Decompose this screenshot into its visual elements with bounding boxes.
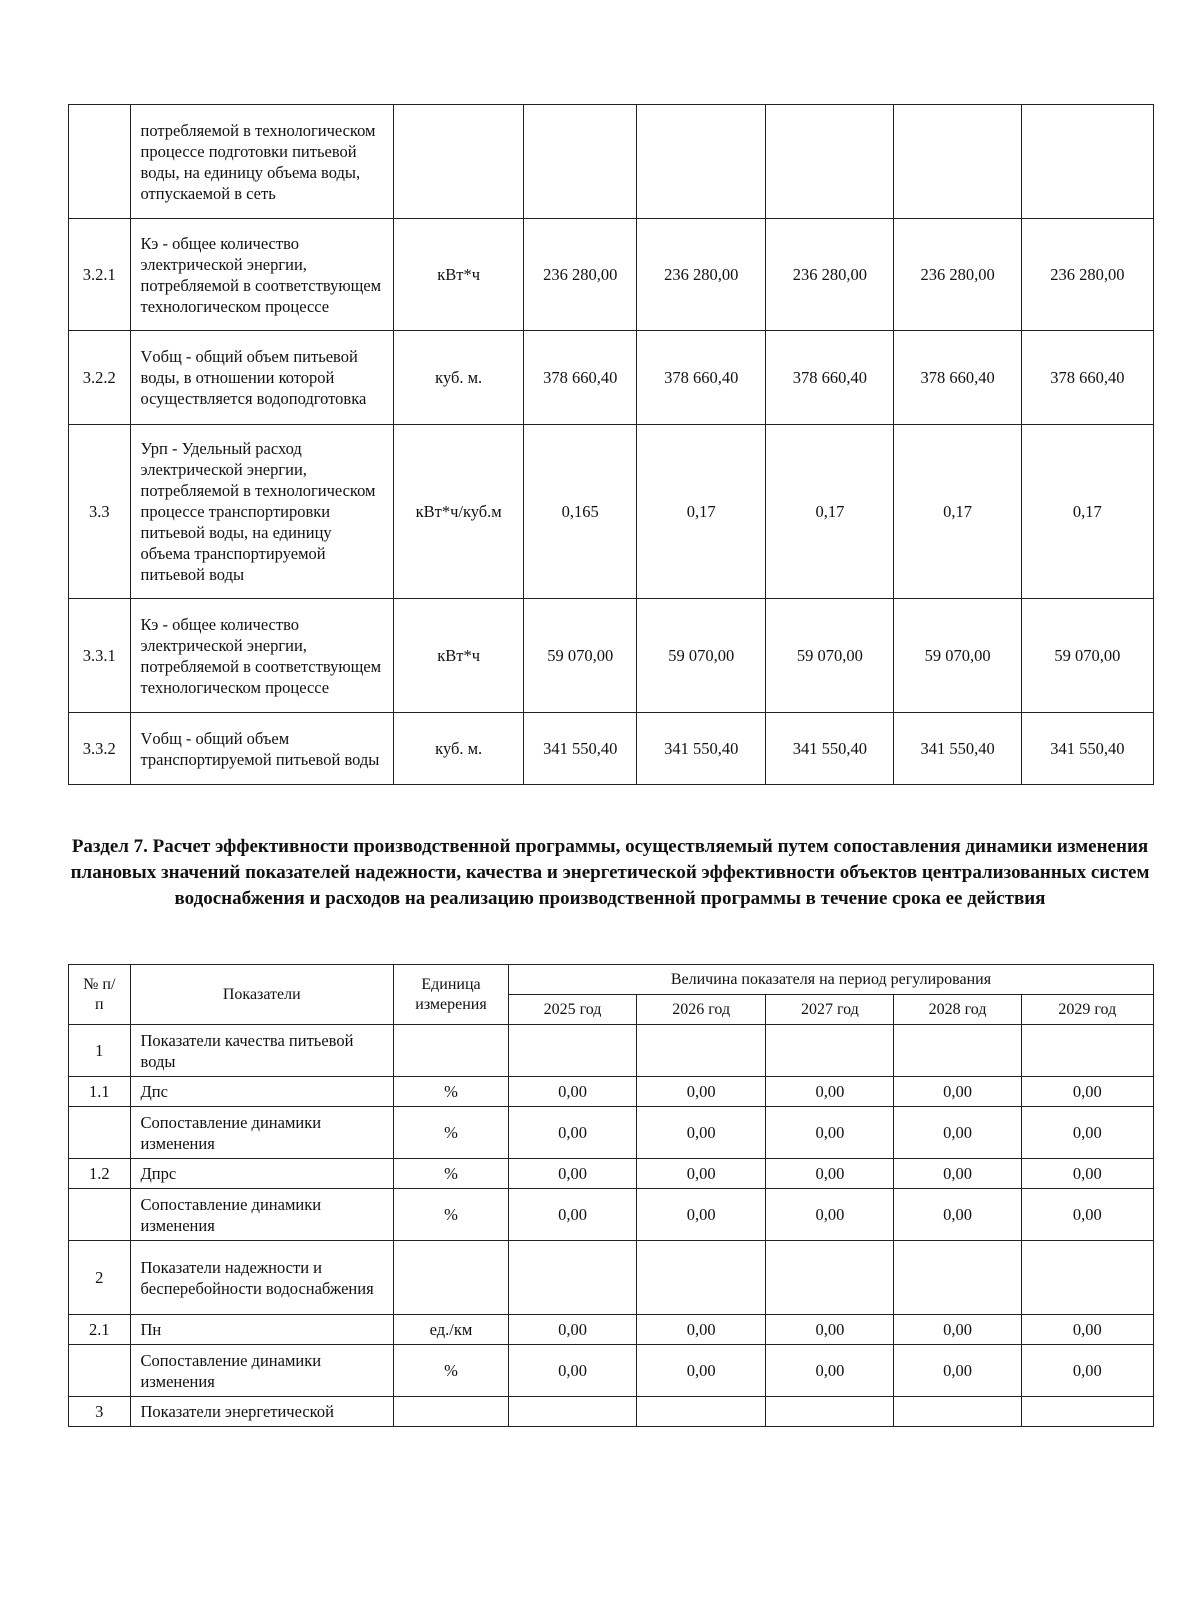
row-value [637, 1397, 766, 1427]
table-row [69, 1241, 1154, 1315]
row-unit: % [394, 1189, 509, 1241]
header-unit: Единица измерения [394, 965, 509, 1025]
row-description: Дпрс [130, 1159, 394, 1189]
row-value: 341 550,40 [637, 713, 766, 785]
row-unit: кВт*ч [394, 219, 524, 331]
row-unit: куб. м. [394, 331, 524, 425]
row-unit: ед./км [394, 1315, 509, 1345]
row-value: 59 070,00 [637, 599, 766, 713]
row-value [1021, 1241, 1153, 1315]
table-row [69, 331, 1154, 425]
row-value: 0,00 [508, 1315, 636, 1345]
row-value: 0,17 [766, 425, 894, 599]
table-row [69, 105, 1154, 219]
row-value [637, 1241, 766, 1315]
row-value: 0,00 [766, 1077, 894, 1107]
row-value: 0,00 [1021, 1077, 1153, 1107]
row-value: 0,00 [894, 1315, 1021, 1345]
row-number [69, 1189, 131, 1241]
row-value [894, 1241, 1021, 1315]
table-row [69, 1397, 1154, 1427]
row-value: 0,00 [1021, 1107, 1153, 1159]
row-number: 3 [69, 1397, 131, 1427]
row-value: 0,17 [637, 425, 766, 599]
row-value: 0,165 [524, 425, 637, 599]
row-value [508, 1241, 636, 1315]
row-value: 0,17 [894, 425, 1021, 599]
row-value: 378 660,40 [524, 331, 637, 425]
row-value [508, 1025, 636, 1077]
row-description: Показатели надежности и бесперебойности водоснабжения [130, 1241, 394, 1315]
row-value: 0,00 [637, 1345, 766, 1397]
row-number: 1 [69, 1025, 131, 1077]
row-value: 0,00 [766, 1159, 894, 1189]
row-description: Сопоставление динамики изменения [130, 1345, 394, 1397]
table-row [69, 1107, 1154, 1159]
row-value: 378 660,40 [894, 331, 1021, 425]
row-value: 0,00 [508, 1159, 636, 1189]
row-unit: % [394, 1107, 509, 1159]
row-value: 341 550,40 [1021, 713, 1153, 785]
energy-table [68, 104, 1154, 785]
row-value: 0,17 [1021, 425, 1153, 599]
row-description: Vобщ - общий объем питьевой воды, в отношении которой осуществляется водоподготовка [130, 331, 394, 425]
row-value: 0,00 [508, 1189, 636, 1241]
row-value: 59 070,00 [894, 599, 1021, 713]
row-value: 0,00 [508, 1345, 636, 1397]
section-7-title: Раздел 7. Расчет эффективности производственной программы, осуществляемый путем сопоставления динамики изменения плановых значений показателей надежности, качества и энергетической эффективности объектов централизованных систем водоснабжения и расходов на реализацию производственной программы в течение срока ее действия [70, 836, 1150, 909]
row-number: 3.3.2 [69, 713, 131, 785]
row-value [1021, 105, 1153, 219]
row-description: Vобщ - общий объем транспортируемой питьевой воды [130, 713, 394, 785]
row-value [766, 1025, 894, 1077]
row-value [766, 1241, 894, 1315]
row-value: 0,00 [508, 1107, 636, 1159]
row-value: 0,00 [637, 1107, 766, 1159]
row-value: 0,00 [1021, 1189, 1153, 1241]
row-value: 378 660,40 [1021, 331, 1153, 425]
row-value: 0,00 [894, 1159, 1021, 1189]
table-row [69, 599, 1154, 713]
table-row [69, 1025, 1154, 1077]
row-value: 0,00 [766, 1315, 894, 1345]
row-number: 3.2.2 [69, 331, 131, 425]
row-value: 0,00 [637, 1315, 766, 1345]
row-number: 1.1 [69, 1077, 131, 1107]
row-description: Показатели качества питьевой воды [130, 1025, 394, 1077]
row-value: 236 280,00 [637, 219, 766, 331]
row-unit [394, 1025, 509, 1077]
row-description: Дпс [130, 1077, 394, 1107]
row-value: 59 070,00 [1021, 599, 1153, 713]
row-description: Показатели энергетической [130, 1397, 394, 1427]
header-indicator: Показатели [130, 965, 394, 1025]
row-value: 236 280,00 [1021, 219, 1153, 331]
table-row [69, 219, 1154, 331]
row-value: 0,00 [1021, 1159, 1153, 1189]
header-year: 2025 год [508, 995, 636, 1025]
row-value: 236 280,00 [766, 219, 894, 331]
row-number [69, 105, 131, 219]
row-number: 3.2.1 [69, 219, 131, 331]
row-number: 2 [69, 1241, 131, 1315]
row-unit: куб. м. [394, 713, 524, 785]
row-value: 341 550,40 [766, 713, 894, 785]
row-unit [394, 1397, 509, 1427]
row-number: 3.3.1 [69, 599, 131, 713]
row-value [766, 105, 894, 219]
row-unit [394, 1241, 509, 1315]
row-value [894, 1397, 1021, 1427]
row-value: 378 660,40 [637, 331, 766, 425]
row-value: 236 280,00 [524, 219, 637, 331]
row-number [69, 1107, 131, 1159]
row-unit: кВт*ч/куб.м [394, 425, 524, 599]
table-row [69, 1345, 1154, 1397]
row-value: 0,00 [637, 1077, 766, 1107]
header-year: 2028 год [894, 995, 1021, 1025]
header-year: 2026 год [637, 995, 766, 1025]
row-unit: кВт*ч [394, 599, 524, 713]
header-year: 2029 год [1021, 995, 1153, 1025]
row-value: 59 070,00 [766, 599, 894, 713]
row-value [524, 105, 637, 219]
row-description: потребляемой в технологическом процессе подготовки питьевой воды, на единицу объема воды, отпускаемой в сеть [130, 105, 394, 219]
row-value: 378 660,40 [766, 331, 894, 425]
header-num: № п/п [69, 965, 131, 1025]
row-value [508, 1397, 636, 1427]
row-value: 341 550,40 [524, 713, 637, 785]
row-value: 236 280,00 [894, 219, 1021, 331]
row-value [1021, 1025, 1153, 1077]
row-value: 0,00 [637, 1189, 766, 1241]
row-unit: % [394, 1077, 509, 1107]
efficiency-table [68, 964, 1154, 1427]
row-number: 3.3 [69, 425, 131, 599]
row-value [1021, 1397, 1153, 1427]
row-value: 0,00 [894, 1189, 1021, 1241]
row-number: 2.1 [69, 1315, 131, 1345]
table-row [69, 713, 1154, 785]
row-value: 0,00 [766, 1107, 894, 1159]
table-row [69, 1159, 1154, 1189]
row-value: 0,00 [1021, 1345, 1153, 1397]
row-description: Сопоставление динамики изменения [130, 1189, 394, 1241]
row-unit: % [394, 1159, 509, 1189]
table-row [69, 1315, 1154, 1345]
row-value [766, 1397, 894, 1427]
row-value: 0,00 [637, 1159, 766, 1189]
header-period: Величина показателя на период регулирования [508, 965, 1153, 995]
table-row [69, 1189, 1154, 1241]
row-value: 0,00 [766, 1189, 894, 1241]
row-value: 0,00 [894, 1107, 1021, 1159]
row-description: Кэ - общее количество электрической энергии, потребляемой в соответствующем технологическом процессе [130, 219, 394, 331]
row-value: 0,00 [508, 1077, 636, 1107]
row-description: Урп - Удельный расход электрической энергии, потребляемой в технологическом процессе транспортировки питьевой воды, на единицу объема транспортируемой питьевой воды [130, 425, 394, 599]
row-value [637, 1025, 766, 1077]
table-row [69, 425, 1154, 599]
row-description: Кэ - общее количество электрической энергии, потребляемой в соответствующем технологическом процессе [130, 599, 394, 713]
header-year: 2027 год [766, 995, 894, 1025]
row-value: 341 550,40 [894, 713, 1021, 785]
row-value: 0,00 [894, 1345, 1021, 1397]
row-value: 0,00 [766, 1345, 894, 1397]
table-row [69, 1077, 1154, 1107]
row-unit [394, 105, 524, 219]
row-value [894, 105, 1021, 219]
row-description: Пн [130, 1315, 394, 1345]
row-unit: % [394, 1345, 509, 1397]
row-value: 0,00 [894, 1077, 1021, 1107]
row-value: 59 070,00 [524, 599, 637, 713]
row-value [894, 1025, 1021, 1077]
row-value: 0,00 [1021, 1315, 1153, 1345]
row-value [637, 105, 766, 219]
row-number: 1.2 [69, 1159, 131, 1189]
row-number [69, 1345, 131, 1397]
row-description: Сопоставление динамики изменения [130, 1107, 394, 1159]
